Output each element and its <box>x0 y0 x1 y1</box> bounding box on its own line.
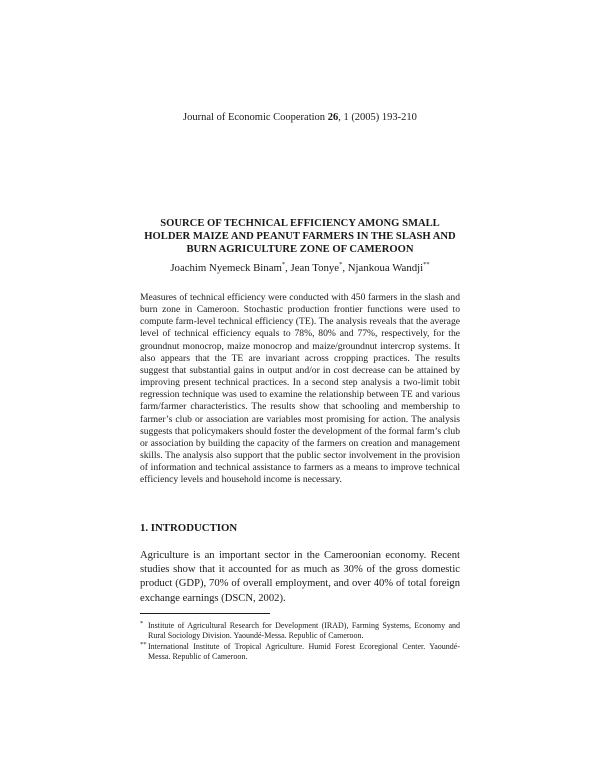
author-separator: , <box>285 262 291 274</box>
body-paragraph: Agriculture is an important sector in the Cameroonian economy. Recent studies show that it accounted for as much as 30% of the gross domestic product (GDP), 70% of overall employment, and over 40% of total foreign exchange earnings (DSCN, 2002). <box>140 550 460 604</box>
journal-name: Journal of Economic Cooperation <box>183 112 328 123</box>
affiliation-mark: * <box>281 261 286 268</box>
author-name: Njankoua Wandji <box>347 262 424 274</box>
paper-title: SOURCE OF TECHNICAL EFFICIENCY AMONG SMALL HOLDER MAIZE AND PEANUT FARMERS IN THE SLASH AND BURN AGRICULTURE ZONE OF CAMEROON <box>144 218 456 255</box>
affiliation-mark: * <box>339 261 343 268</box>
journal-citation <box>0 112 600 123</box>
section-heading: 1. INTRODUCTION <box>140 522 238 534</box>
author-name: Joachim Nyemeck Binam <box>170 262 282 274</box>
footnote-text: Institute of Agricultural Research for Development (IRAD), Farming Systems, Economy and Rural Sociology Division. Yaoundé-Messa. Republic of Cameroon. <box>148 621 460 640</box>
footnote-mark: ** <box>140 641 147 648</box>
author-list <box>0 262 600 274</box>
footnote-divider <box>140 613 270 614</box>
footnote <box>140 621 460 641</box>
journal-volume: 26 <box>327 112 339 123</box>
affiliation-mark: ** <box>423 261 430 268</box>
author-separator: , <box>342 262 348 274</box>
footnote-text: International Institute of Tropical Agriculture. Humid Forest Ecoregional Center. Yaoundé-Messa. Republic of Cameroon. <box>148 642 460 661</box>
author-name: Jean Tonye <box>290 262 340 274</box>
journal-issue-pages: , 1 (2005) 193-210 <box>338 112 417 123</box>
abstract-paragraph: Measures of technical efficiency were conducted with 450 farmers in the slash and burn zone in Cameroon. Stochastic production frontier functions were used to compute farm-level technical efficiency (TE). The analysis reveals that the average level of technical efficiency equals to 78%, 80% and 77%, respectively, for the groundnut monocrop, maize monocrop and maize/groundnut intercrop systems. It also appears that the TE are invariant across cropping practices. The results suggest that substantial gains in output and/or in cost decrease can be attained by improving present technical practices. In a second step analysis a two-limit tobit regression technique was used to examine the relationship between TE and various farm/farmer characteristics. The results show that schooling and membership to farmer’s club or association are variables most promising for action. The analysis suggests that policymakers should foster the development of the formal farm’s club or association by building the capacity of the farmers on creation and management skills. The analysis also support that the public sector involvement in the provision of information and technical assistance to farmers as a means to improve technical efficiency levels and household income is necessary. <box>140 292 460 486</box>
footnote-mark: * <box>140 620 144 627</box>
footnote <box>140 642 460 662</box>
